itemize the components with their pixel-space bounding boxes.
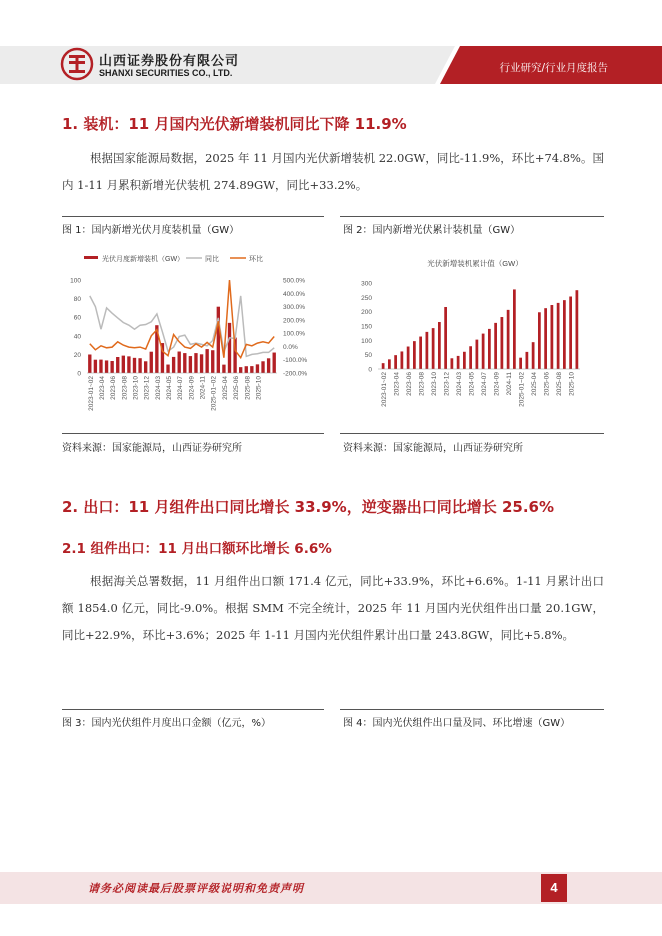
x-tick-label: 2024-11	[199, 376, 207, 400]
x-tick-label: 2024-11	[506, 372, 514, 396]
line-mom	[90, 280, 274, 358]
bar-cumulative-install	[382, 363, 385, 369]
bar-cumulative-install	[413, 341, 416, 369]
bar-cumulative-install	[494, 323, 497, 369]
fig1-top-rule	[62, 216, 324, 217]
x-tick-label: 2025-08	[556, 372, 564, 396]
bar-cumulative-install	[507, 310, 510, 369]
x-tick-label: 2023-06	[110, 376, 118, 400]
y-left-tick-label: 0	[77, 370, 81, 378]
y-tick-label: 0	[368, 366, 372, 374]
bar-cumulative-install	[451, 358, 454, 369]
bar-monthly-install	[222, 365, 225, 373]
page-number: 4	[541, 874, 567, 902]
bar-cumulative-install	[444, 307, 447, 369]
fig2-source: 资料来源：国家能源局，山西证券研究所	[343, 443, 523, 454]
bar-cumulative-install	[544, 308, 547, 369]
bar-monthly-install	[273, 353, 276, 373]
y-tick-label: 50	[364, 352, 372, 360]
x-tick-label: 2024-09	[493, 372, 501, 396]
bar-cumulative-install	[388, 359, 391, 369]
x-tick-label: 2024-03	[154, 376, 162, 400]
y-tick-label: 200	[361, 309, 372, 317]
company-name-cn: 山西证券股份有限公司	[99, 54, 240, 69]
x-tick-label: 2024-07	[177, 376, 185, 400]
fig2-chart	[340, 246, 604, 432]
bar-cumulative-install	[482, 334, 485, 369]
bar-monthly-install	[99, 360, 102, 373]
legend-label-bars: 光伏月度新增装机（GW）	[102, 256, 185, 263]
bar-cumulative-install	[463, 352, 466, 369]
section2-subtitle: 2.1 组件出口：11 月出口额环比增长 6.6%	[62, 541, 332, 557]
bar-monthly-install	[217, 307, 220, 373]
x-tick-label: 2025-10	[255, 376, 263, 400]
y-left-tick-label: 100	[70, 277, 81, 285]
y-left-tick-label: 20	[73, 351, 81, 359]
x-tick-label: 2024-03	[456, 372, 464, 396]
bar-monthly-install	[200, 354, 203, 373]
x-tick-label: 2023-01~02	[87, 376, 95, 411]
bar-monthly-install	[239, 367, 242, 373]
bar-monthly-install	[228, 323, 231, 373]
bar-monthly-install	[172, 357, 175, 373]
x-tick-label: 2024-07	[481, 372, 489, 396]
y-left-tick-label: 40	[73, 333, 81, 341]
y-tick-label: 100	[361, 337, 372, 345]
bar-cumulative-install	[438, 322, 441, 369]
section1-title: 1. 装机：11 月国内光伏新增装机同比下降 11.9%	[62, 115, 407, 133]
bar-monthly-install	[189, 356, 192, 373]
x-tick-label: 2023-10	[132, 376, 140, 400]
y-right-tick-label: 100.0%	[283, 330, 306, 338]
chart-title: 光伏新增装机累计值（GW）	[427, 259, 523, 268]
fig4-top-rule	[340, 709, 604, 710]
bar-cumulative-install	[401, 351, 404, 369]
bar-cumulative-install	[426, 332, 429, 369]
x-tick-label: 2023-08	[418, 372, 426, 396]
fig4-caption: 图 4：国内光伏组件出口量及同、环比增速（GW）	[343, 718, 571, 729]
bar-cumulative-install	[563, 300, 566, 369]
bar-monthly-install	[116, 357, 119, 373]
x-tick-label: 2023-04	[393, 372, 401, 396]
bar-cumulative-install	[394, 355, 397, 369]
bar-monthly-install	[150, 352, 153, 373]
bar-monthly-install	[245, 366, 248, 373]
bar-monthly-install	[250, 366, 253, 373]
company-name-en: SHANXI SECURITIES CO., LTD.	[99, 68, 233, 78]
x-tick-label: 2025-06	[233, 376, 241, 400]
bar-cumulative-install	[519, 358, 522, 369]
x-tick-label: 2025-04	[531, 372, 539, 396]
fig2-caption: 图 2：国内新增光伏累计装机量（GW）	[343, 225, 521, 236]
section2-paragraph: 根据海关总署数据，11 月组件出口额 171.4 亿元，同比+33.9%，环比+6.6%。1-11 月累计出口额 1854.0 亿元，同比-9.0%。根据 SMM 不完全统计，2025 年 11 月国内光伏组件出口量 20.1GW，同比+22.9%，环比+3.6%；2025 年 1-11 月国内光伏组件累计出口量 243.8GW，同比+5.8%。	[62, 574, 604, 642]
x-tick-label: 2023-06	[406, 372, 414, 396]
y-right-tick-label: -100.0%	[283, 357, 308, 365]
fig3-top-rule	[62, 709, 324, 710]
x-tick-label: 2024-05	[166, 376, 174, 400]
bar-monthly-install	[166, 365, 169, 373]
x-tick-label: 2024-09	[188, 376, 196, 400]
bar-cumulative-install	[557, 303, 560, 369]
fig1-chart	[62, 246, 324, 432]
line-yoy	[90, 296, 274, 357]
y-left-tick-label: 80	[73, 296, 81, 304]
bar-monthly-install	[127, 356, 130, 373]
fig2-bottom-rule	[340, 433, 604, 434]
y-tick-label: 150	[361, 323, 372, 331]
bar-cumulative-install	[407, 347, 410, 369]
bar-monthly-install	[133, 358, 136, 373]
y-right-tick-label: -200.0%	[283, 370, 308, 378]
bar-cumulative-install	[513, 289, 516, 369]
bar-monthly-install	[178, 352, 181, 373]
bar-cumulative-install	[551, 305, 554, 369]
bar-cumulative-install	[538, 312, 541, 369]
bar-monthly-install	[183, 353, 186, 373]
x-tick-label: 2025-01~02	[518, 372, 526, 407]
fig3-caption: 图 3：国内光伏组件月度出口金额（亿元，%）	[62, 718, 272, 729]
y-right-tick-label: 500.0%	[283, 277, 306, 285]
fig1-source: 资料来源：国家能源局，山西证券研究所	[62, 443, 242, 454]
x-tick-label: 2025-08	[244, 376, 252, 400]
bar-cumulative-install	[576, 290, 579, 369]
bar-monthly-install	[211, 350, 214, 373]
bar-cumulative-install	[569, 297, 572, 369]
bar-monthly-install	[144, 361, 147, 373]
legend-label-mom: 环比	[249, 256, 263, 263]
y-left-tick-label: 60	[73, 314, 81, 322]
x-tick-label: 2025-10	[568, 372, 576, 396]
x-tick-label: 2024-05	[468, 372, 476, 396]
bar-monthly-install	[110, 361, 113, 373]
fig1-caption: 图 1：国内新增光伏月度装机量（GW）	[62, 225, 240, 236]
bar-cumulative-install	[532, 342, 535, 369]
bar-monthly-install	[105, 360, 108, 373]
bar-monthly-install	[122, 356, 125, 373]
company-logo-icon	[60, 47, 94, 81]
x-tick-label: 2023-10	[431, 372, 439, 396]
bar-monthly-install	[261, 361, 264, 373]
y-tick-label: 300	[361, 280, 372, 288]
bar-monthly-install	[267, 358, 270, 373]
bar-cumulative-install	[476, 340, 479, 369]
bar-monthly-install	[138, 358, 141, 373]
bar-cumulative-install	[419, 337, 422, 369]
bar-monthly-install	[88, 354, 91, 373]
y-tick-label: 250	[361, 294, 372, 302]
x-tick-label: 2023-04	[98, 376, 106, 400]
bar-cumulative-install	[457, 356, 460, 369]
bar-cumulative-install	[488, 329, 491, 369]
y-right-tick-label: 400.0%	[283, 290, 306, 298]
bar-monthly-install	[194, 353, 197, 373]
x-tick-label: 2025-06	[543, 372, 551, 396]
report-type: 行业研究/行业月度报告	[499, 62, 608, 74]
bar-cumulative-install	[501, 317, 504, 369]
bar-monthly-install	[205, 349, 208, 373]
x-tick-label: 2023-12	[443, 372, 451, 396]
fig2-top-rule	[340, 216, 604, 217]
bar-monthly-install	[94, 360, 97, 373]
bar-cumulative-install	[526, 352, 529, 369]
y-right-tick-label: 200.0%	[283, 317, 306, 325]
x-tick-label: 2023-12	[143, 376, 151, 400]
disclaimer-link[interactable]: 请务必阅读最后股票评级说明和免责声明	[88, 882, 304, 895]
x-tick-label: 2025-01~02	[210, 376, 218, 411]
y-right-tick-label: 300.0%	[283, 304, 306, 312]
x-tick-label: 2023-01~02	[381, 372, 389, 407]
fig1-bottom-rule	[62, 433, 324, 434]
x-tick-label: 2023-08	[121, 376, 129, 400]
legend-label-yoy: 同比	[205, 256, 219, 263]
section2-title: 2. 出口：11 月组件出口同比增长 33.9%，逆变器出口同比增长 25.6%	[62, 498, 554, 516]
bar-monthly-install	[256, 364, 259, 373]
section1-paragraph: 根据国家能源局数据，2025 年 11 月国内光伏新增装机 22.0GW，同比-11.9%，环比+74.8%。国内 1-11 月累积新增光伏装机 274.89GW，同比+33.2%。	[62, 151, 604, 192]
y-right-tick-label: 0.0%	[283, 343, 298, 351]
bar-cumulative-install	[469, 346, 472, 369]
x-tick-label: 2025-04	[221, 376, 229, 400]
bar-cumulative-install	[432, 328, 435, 369]
legend-swatch-bars	[84, 256, 98, 259]
